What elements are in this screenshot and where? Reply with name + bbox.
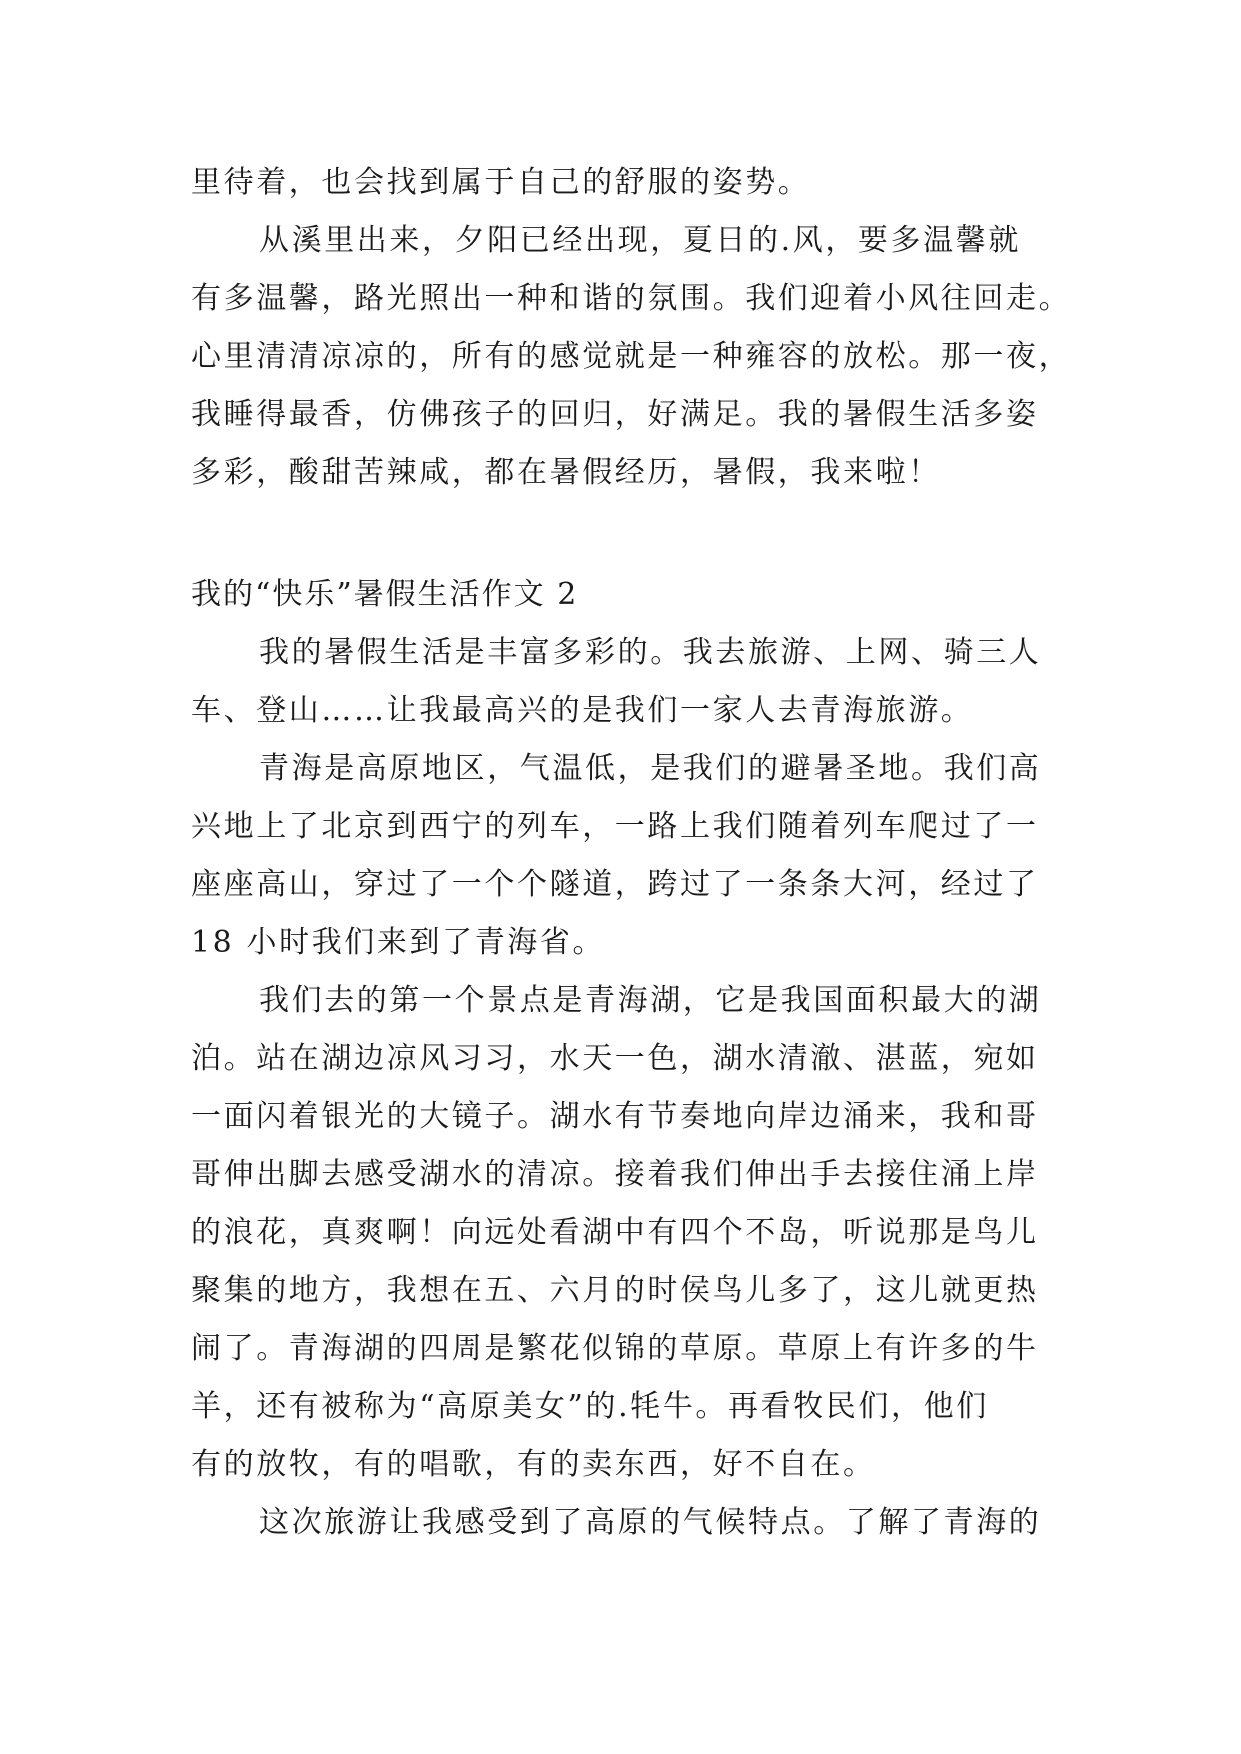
essay-title: 我的“快乐”暑假生活作文 2 [191,577,579,612]
text-line: 有的放牧，有的唱歌，有的卖东西，好不自在。 [191,1447,876,1482]
text-line: 的浪花，真爽啊！向远处看湖中有四个不岛，听说那是鸟儿 [191,1215,1039,1250]
text-line: 18 小时我们来到了青海省。 [191,925,606,960]
text-line: 一面闪着银光的大镜子。湖水有节奏地向岸边涌来，我和哥 [191,1099,1039,1134]
essay-2-body [191,624,1051,1552]
text-line: 心里清清凉凉的，所有的感觉就是一种雍容的放松。那一夜， [191,339,1072,374]
paragraph-start-line: 青海是高原地区，气温低，是我们的避暑圣地。我们高 [259,751,1042,786]
text-line: 闹了。青海湖的四周是繁花似锦的草原。草原上有许多的牛 [191,1331,1039,1366]
text-line: 羊，还有被称为“高原美女”的.牦牛。再看牧民们，他们 [191,1389,989,1424]
paragraph-start-line: 从溪里出来，夕阳已经出现，夏日的.风，要多温馨就 [259,223,1021,258]
text-line: 泊。站在湖边凉风习习，水天一色，湖水清澈、湛蓝，宛如 [191,1041,1039,1076]
text-line: 哥伸出脚去感受湖水的清凉。接着我们伸出手去接住涌上岸 [191,1157,1039,1192]
paragraph-start-line: 我们去的第一个景点是青海湖，它是我国面积最大的湖 [259,983,1042,1018]
text-line: 我睡得最香，仿佛孩子的回归，好满足。我的暑假生活多姿 [191,397,1039,432]
text-line: 车、登山……让我最高兴的是我们一家人去青海旅游。 [191,693,974,728]
text-line: 聚集的地方，我想在五、六月的时侯鸟儿多了，这儿就更热 [191,1273,1039,1308]
text-line: 座座高山，穿过了一个个隧道，跨过了一条条大河，经过了 [191,867,1039,902]
text-line: 兴地上了北京到西宁的列车，一路上我们随着列车爬过了一 [191,809,1039,844]
text-line: 有多温馨，路光照出一种和谐的氛围。我们迎着小风往回走。 [191,281,1072,316]
paragraph-start-line: 我的暑假生活是丰富多彩的。我去旅游、上网、骑三人 [259,635,1042,670]
paragraph-start-line: 这次旅游让我感受到了高原的气候特点。了解了青海的 [259,1505,1042,1540]
text-line: 多彩，酸甜苦辣咸，都在暑假经历，暑假，我来啦！ [191,455,941,490]
text-line: 里待着，也会找到属于自己的舒服的姿势。 [191,165,811,200]
essay-1-ending [191,154,1072,502]
